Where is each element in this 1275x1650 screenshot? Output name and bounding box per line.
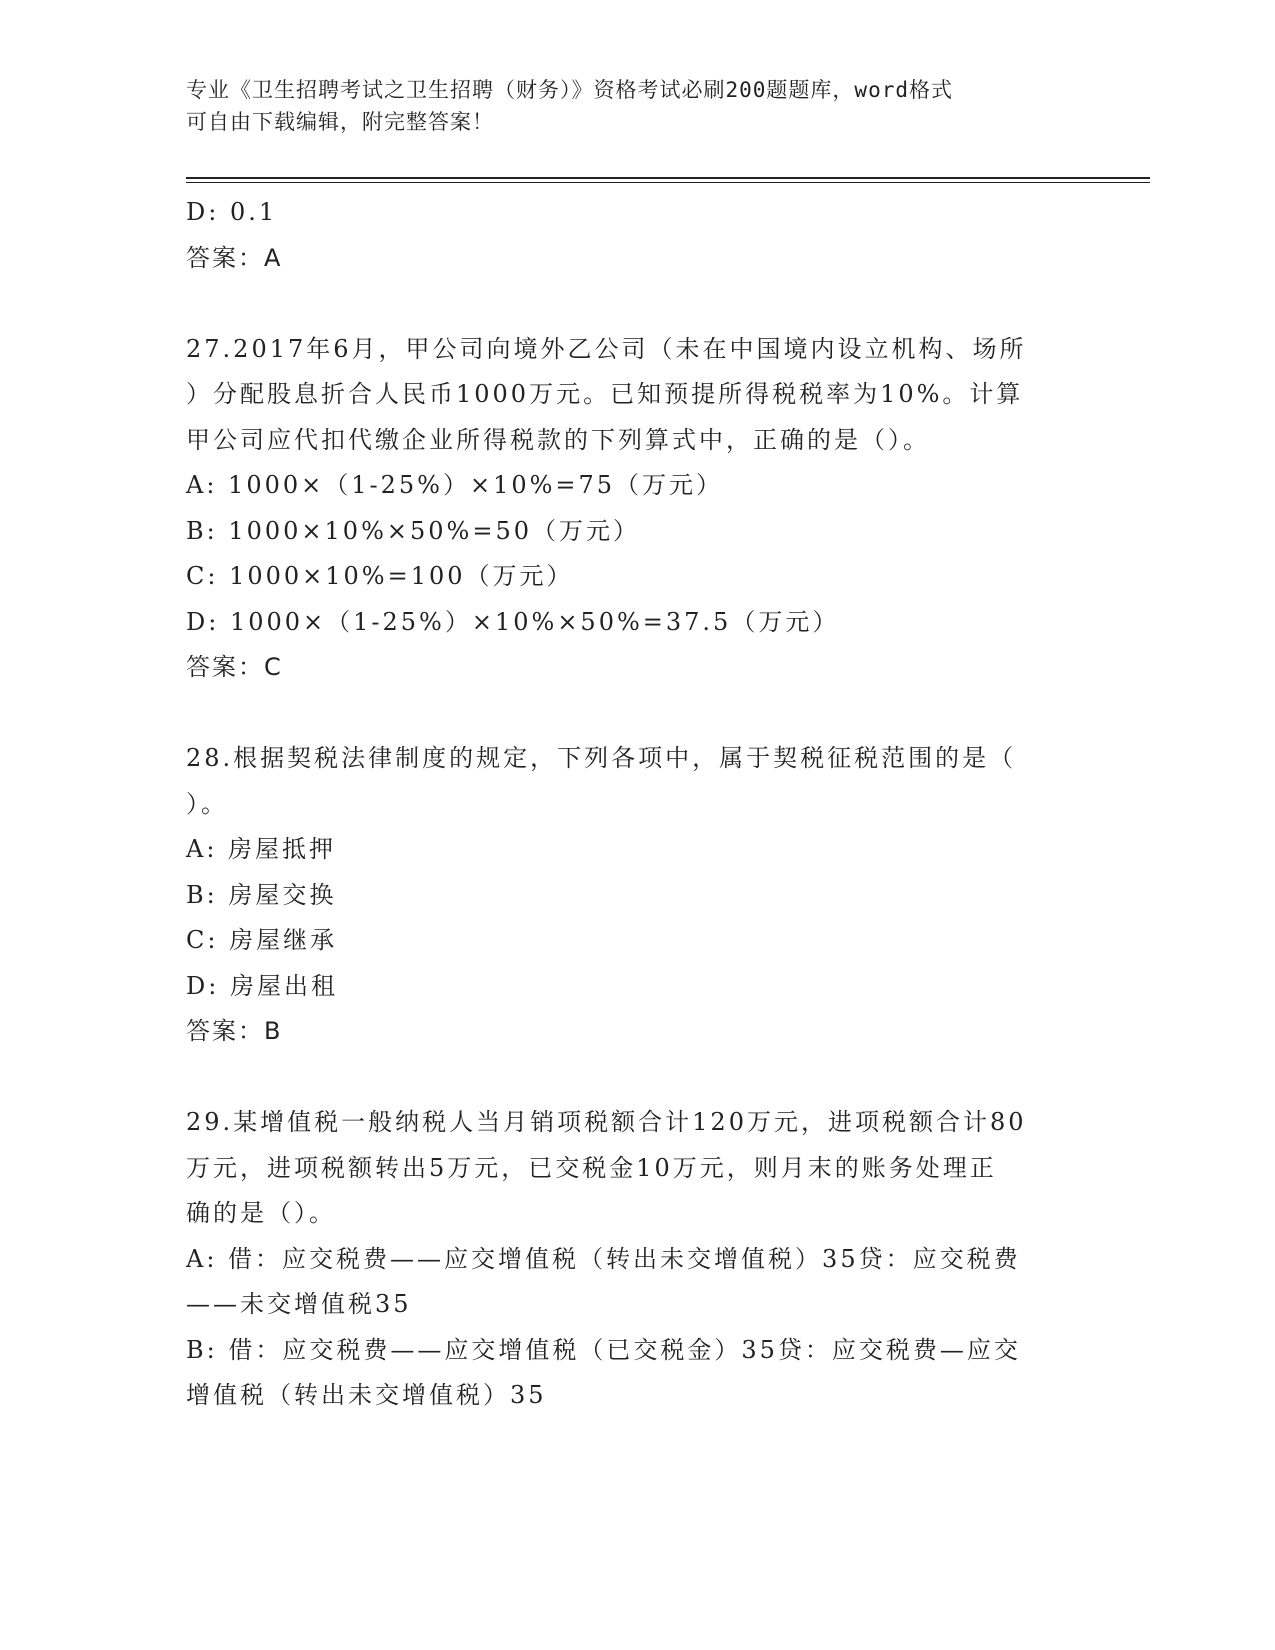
question-stem-line: 甲公司应代扣代缴企业所得税款的下列算式中，正确的是（）。 bbox=[186, 425, 930, 454]
option-a: A: 房屋抵押 bbox=[186, 835, 337, 863]
option-c: C: 房屋继承 bbox=[186, 926, 338, 954]
question-stem-line: 万元，进项税额转出5万元，已交税金10万元，则月末的账务处理正 bbox=[186, 1153, 997, 1182]
spacer bbox=[186, 281, 1086, 327]
question-28 bbox=[186, 736, 1086, 1055]
header-rule-thick bbox=[186, 177, 1150, 179]
question-stem-line: 28.根据契税法律制度的规定，下列各项中，属于契税征税范围的是（ bbox=[186, 744, 1017, 772]
option-b: B: 1000×10%×50%=50（万元） bbox=[186, 516, 640, 545]
question-29 bbox=[186, 1100, 1086, 1419]
option-b: B: 借：应交税费——应交增值税（已交税金）35贷：应交税费—应交 bbox=[186, 1335, 1021, 1364]
answer-line: 答案：B bbox=[186, 1017, 283, 1045]
question-stem-line: ）。 bbox=[186, 789, 228, 818]
document-header bbox=[186, 74, 1086, 138]
option-d: D: 1000×（1-25%）×10%×50%=37.5（万元） bbox=[186, 607, 840, 636]
spacer bbox=[186, 691, 1086, 737]
option-a-continued: ——未交增值税35 bbox=[186, 1290, 412, 1318]
header-line-1: 专业《卫生招聘考试之卫生招聘（财务）》资格考试必刷200题题库，word格式 bbox=[186, 78, 953, 102]
question-stem-line: 确的是（）。 bbox=[186, 1199, 336, 1227]
option-a: A: 1000×（1-25%）×10%=75（万元） bbox=[186, 471, 724, 499]
question-stem-line: 27.2017年6月，甲公司向境外乙公司（未在中国境内设立机构、场所 bbox=[186, 334, 1027, 363]
option-b: B: 房屋交换 bbox=[186, 880, 337, 909]
answer-line: 答案：A bbox=[186, 243, 283, 272]
question-26-tail bbox=[186, 190, 1086, 281]
option-c: C: 1000×10%=100（万元） bbox=[186, 562, 574, 590]
option-a: A: 借：应交税费——应交增值税（转出未交增值税）35贷：应交税费 bbox=[186, 1244, 1021, 1273]
question-stem-line: 29.某增值税一般纳税人当月销项税额合计120万元，进项税额合计80 bbox=[186, 1108, 1027, 1136]
header-rule-thin bbox=[186, 182, 1150, 183]
question-stem-line: ）分配股息折合人民币1000万元。已知预提所得税税率为10%。计算 bbox=[186, 380, 1024, 408]
option-b-continued: 增值税（转出未交增值税）35 bbox=[186, 1381, 547, 1409]
option-d: D: 0.1 bbox=[186, 198, 278, 226]
document-body bbox=[186, 190, 1086, 1419]
question-27 bbox=[186, 327, 1086, 691]
option-d: D: 房屋出租 bbox=[186, 971, 338, 1000]
answer-line: 答案：C bbox=[186, 653, 283, 681]
spacer bbox=[186, 1055, 1086, 1101]
header-line-2: 可自由下载编辑，附完整答案！ bbox=[186, 110, 494, 134]
